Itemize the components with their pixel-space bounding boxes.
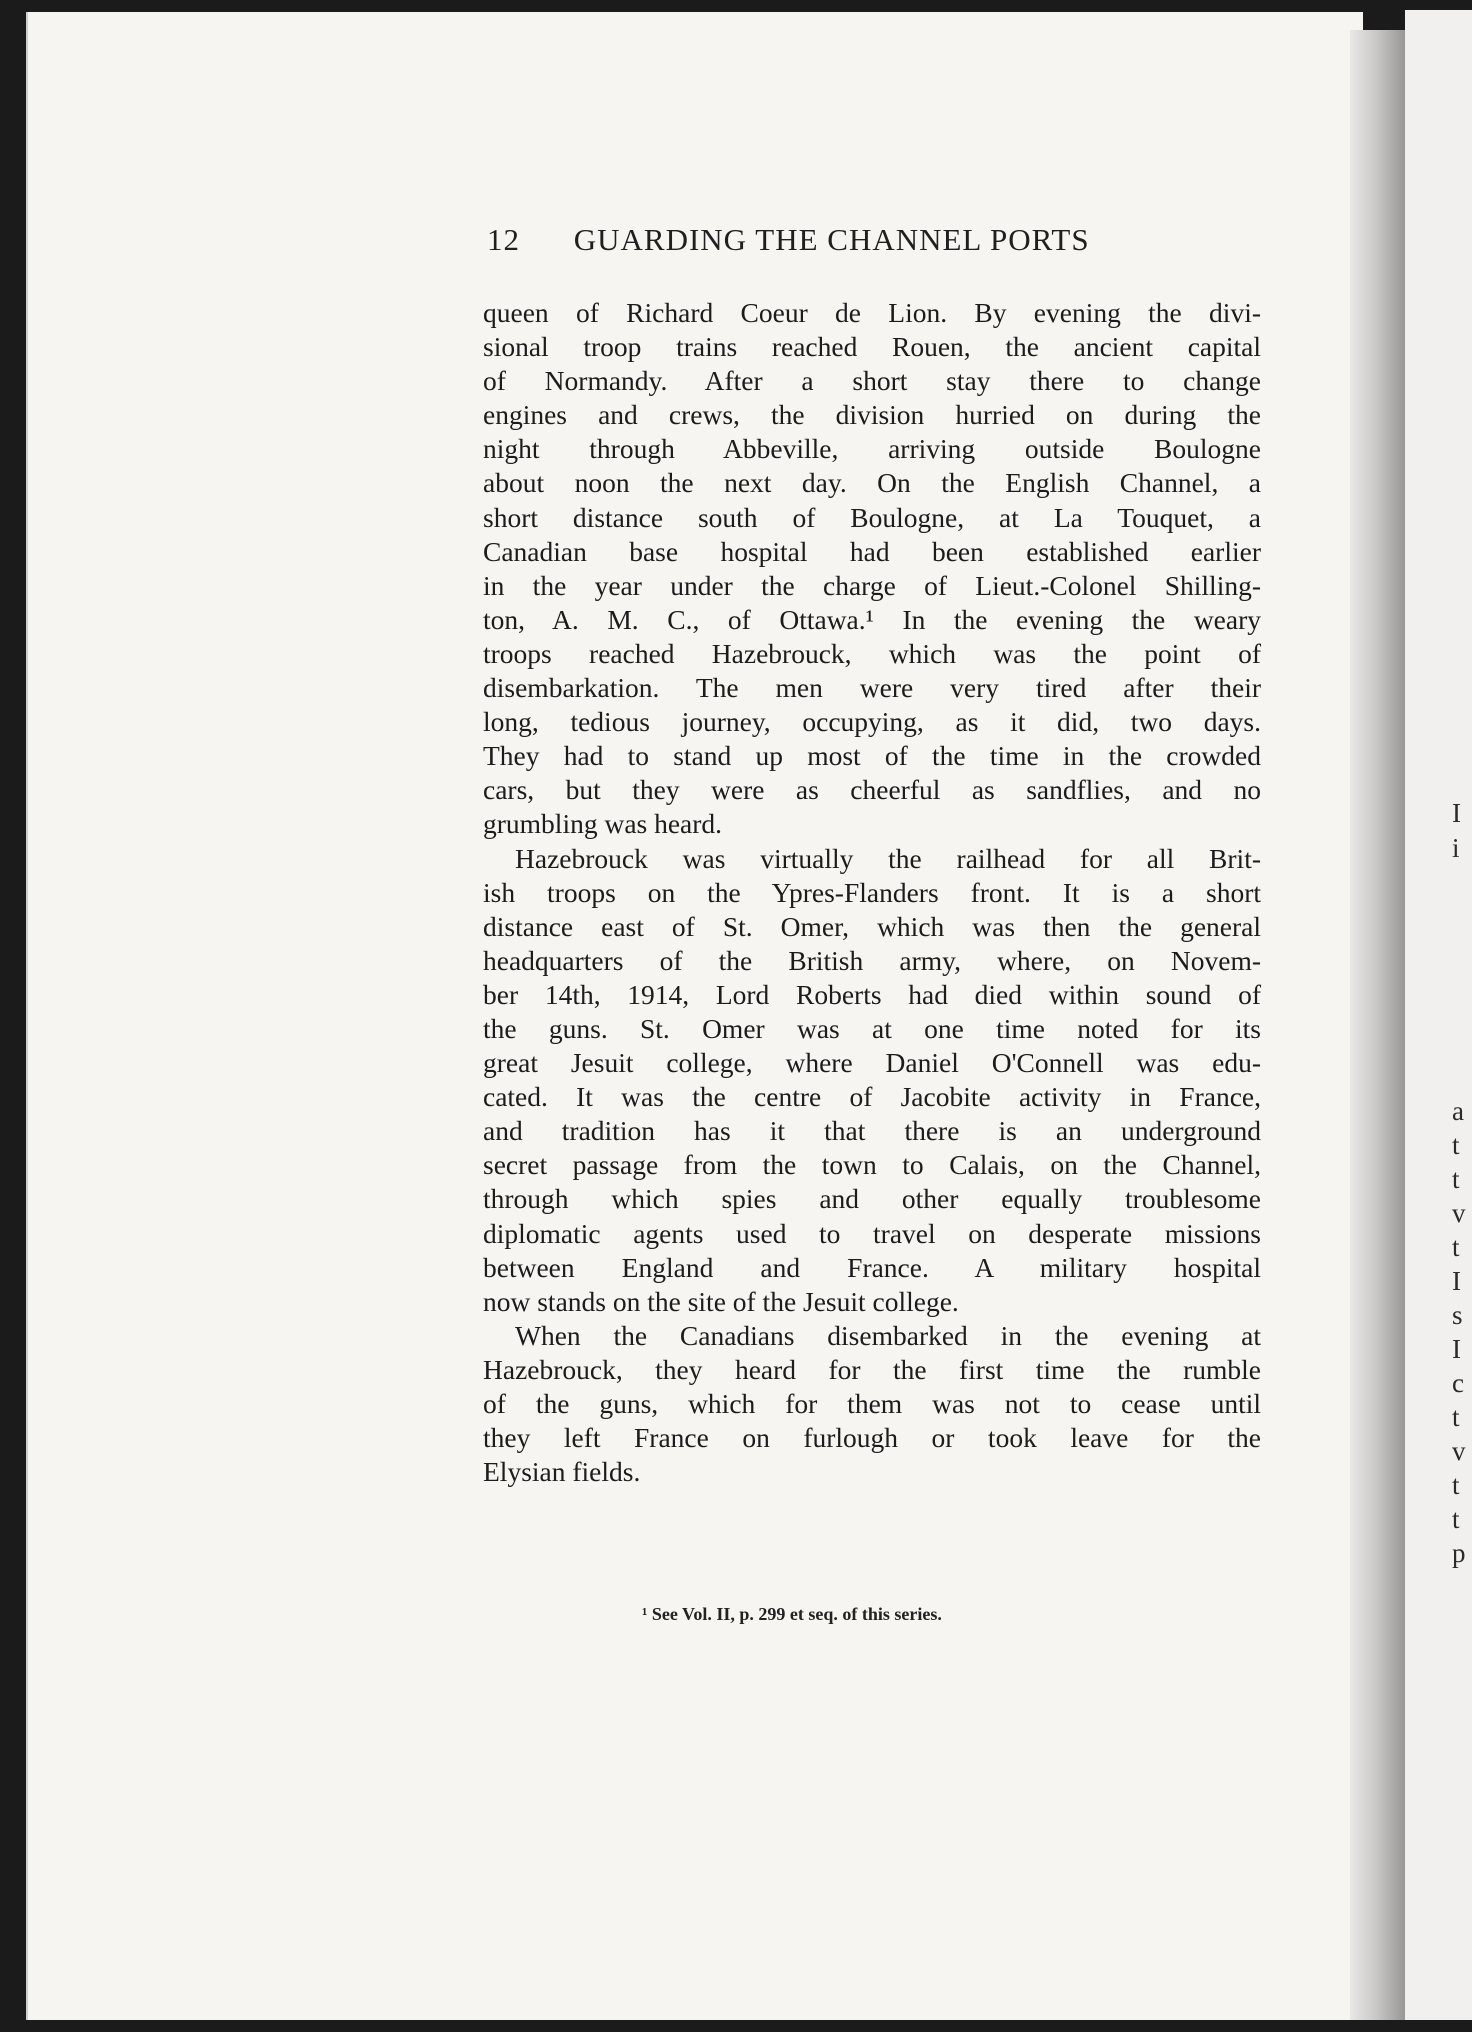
text-line: disembarkation. The men were very tired after their xyxy=(483,672,1261,704)
text-line: of Normandy. After a short stay there to change xyxy=(483,365,1261,397)
text-line: When the Canadians disembarked in the evening at xyxy=(515,1319,1261,1351)
text-line: now stands on the site of the Jesuit college. xyxy=(483,1285,959,1317)
text-line: queen of Richard Coeur de Lion. By evening the divi- xyxy=(483,297,1261,328)
facing-fragment: p xyxy=(1452,1538,1466,1568)
facing-fragment: I xyxy=(1452,798,1461,828)
facing-fragment: t xyxy=(1452,1402,1460,1432)
text-line: in the year under the charge of Lieut.-Colonel Shilling- xyxy=(483,569,1261,601)
text-line: troops reached Hazebrouck, which was the point of xyxy=(483,637,1261,669)
text-line: grumbling was heard. xyxy=(483,808,723,840)
text-line: cars, but they were as cheerful as sandflies, and no xyxy=(483,774,1261,806)
facing-fragment: I xyxy=(1452,1334,1461,1364)
text-line: great Jesuit college, where Daniel O'Connell was edu- xyxy=(483,1047,1261,1079)
text-line: through which spies and other equally troublesome xyxy=(483,1183,1261,1215)
footnote: ¹ See Vol. II, p. 299 et seq. of this series. xyxy=(642,1604,942,1624)
text-line: secret passage from the town to Calais, on the Channel, xyxy=(483,1149,1261,1181)
text-line: long, tedious journey, occupying, as it did, two days. xyxy=(483,706,1261,738)
text-line: Elysian fields. xyxy=(483,1456,641,1488)
text-line: distance east of St. Omer, which was then the general xyxy=(483,910,1261,942)
facing-fragment: t xyxy=(1452,1470,1460,1500)
page-number: 12 xyxy=(487,222,520,257)
facing-page-edge xyxy=(1405,10,1472,2020)
running-header xyxy=(487,222,1267,258)
facing-fragment: t xyxy=(1452,1164,1460,1194)
facing-fragment: s xyxy=(1452,1300,1463,1330)
text-line: headquarters of the British army, where, on Novem- xyxy=(483,944,1261,976)
facing-fragment: v xyxy=(1452,1436,1466,1466)
facing-fragment: I xyxy=(1452,1266,1461,1296)
text-line: diplomatic agents used to travel on desperate missions xyxy=(483,1217,1261,1249)
facing-fragment: t xyxy=(1452,1232,1460,1262)
text-line: the guns. St. Omer was at one time noted for its xyxy=(483,1012,1261,1044)
facing-fragment: c xyxy=(1452,1368,1464,1398)
text-line: ish troops on the Ypres-Flanders front. It is a short xyxy=(483,876,1261,908)
text-line: of the guns, which for them was not to cease until xyxy=(483,1388,1261,1419)
text-line: about noon the next day. On the English Channel, a xyxy=(483,467,1261,499)
text-line: ton, A. M. C., of Ottawa.¹ In the evening the weary xyxy=(483,603,1261,635)
text-line: Hazebrouck was virtually the railhead for all Brit- xyxy=(515,842,1261,874)
text-line: cated. It was the centre of Jacobite activity in France, xyxy=(483,1081,1261,1113)
text-line: Hazebrouck, they heard for the first time the rumble xyxy=(483,1353,1261,1385)
text-line: night through Abbeville, arriving outside Boulogne xyxy=(483,433,1261,465)
text-line: Canadian base hospital had been established earlier xyxy=(483,535,1261,567)
text-line: and tradition has it that there is an underground xyxy=(483,1115,1261,1147)
text-line: they left France on furlough or took leave for the xyxy=(483,1422,1261,1454)
facing-fragment: a xyxy=(1452,1096,1464,1126)
text-line: ber 14th, 1914, Lord Roberts had died within sound of xyxy=(483,978,1261,1010)
running-title: GUARDING THE CHANNEL PORTS xyxy=(573,222,1090,257)
facing-fragment: t xyxy=(1452,1504,1460,1534)
text-line: engines and crews, the division hurried on during the xyxy=(483,399,1261,431)
text-line: between England and France. A military hospital xyxy=(483,1251,1261,1283)
text-line: They had to stand up most of the time in the crowded xyxy=(483,740,1261,772)
text-line: sional troop trains reached Rouen, the ancient capital xyxy=(483,331,1261,363)
facing-fragment: i xyxy=(1452,833,1460,863)
facing-fragment: t xyxy=(1452,1130,1460,1160)
page-gutter xyxy=(1350,30,1410,2020)
text-line: short distance south of Boulogne, at La Touquet, a xyxy=(483,501,1261,533)
body-text xyxy=(483,296,1261,1489)
facing-fragment: v xyxy=(1452,1198,1466,1228)
